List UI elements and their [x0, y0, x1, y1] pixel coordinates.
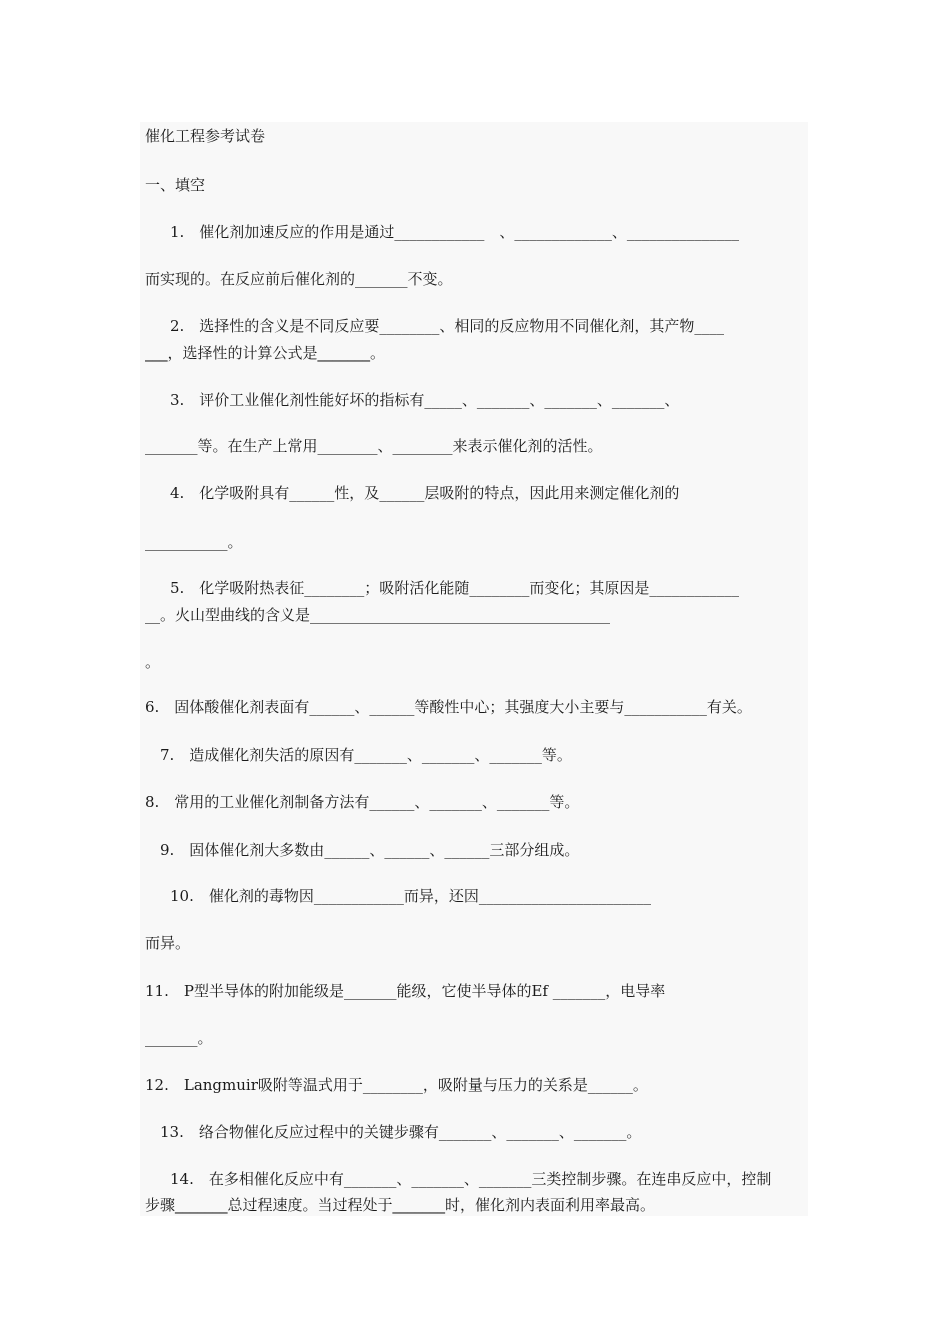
page-title: 催化工程参考试卷: [145, 127, 266, 145]
question-10-line-1: 10. 催化剂的毒物因____________而异，还因_______________________: [170, 887, 652, 905]
question-1-line-1: 1. 催化剂加速反应的作用是通过____________ 、_____________、_______________: [170, 223, 740, 241]
question-1-line-2: 而实现的。在反应前后催化剂的_______不变。: [145, 270, 453, 288]
question-13: 13. 络合物催化反应过程中的关键步骤有_______、_______、_______。: [160, 1123, 642, 1141]
question-2-line-1: 2. 选择性的含义是不同反应要________、相同的反应物用不同催化剂，其产物____: [170, 317, 725, 335]
question-2-line-2: ___，选择性的计算公式是_______。: [145, 344, 386, 362]
question-11-line-2: _______。: [145, 1029, 213, 1047]
question-5-line-2: __。火山型曲线的含义是________________________________________: [145, 606, 611, 624]
question-12: 12. Langmuir吸附等温式用于________，吸附量与压力的关系是______。: [145, 1076, 648, 1094]
question-4-line-1: 4. 化学吸附具有______性，及______层吸附的特点，因此用来测定催化剂的: [170, 484, 680, 502]
question-9: 9. 固体催化剂大多数由______、______、______三部分组成。: [160, 841, 580, 859]
question-6: 6. 固体酸催化剂表面有______、______等酸性中心；其强度大小主要与___________有关。: [145, 698, 752, 716]
question-5-line-3: 。: [145, 653, 161, 671]
question-14-line-2: 步骤_______总过程速度。当过程处于_______时，催化剂内表面利用率最高。: [145, 1196, 656, 1214]
question-10-line-2: 而异。: [145, 934, 191, 952]
section-heading: 一、填空: [145, 176, 206, 194]
question-3-line-1: 3. 评价工业催化剂性能好坏的指标有_____、_______、_______、_______、: [170, 391, 680, 409]
question-4-line-2: ___________。: [145, 533, 243, 551]
question-7: 7. 造成催化剂失活的原因有_______、_______、_______等。: [160, 746, 572, 764]
question-11-line-1: 11. P型半导体的附加能级是_______能级，它使半导体的Ef _______，电导率: [145, 982, 666, 1000]
question-14-line-1: 14. 在多相催化反应中有_______、_______、_______三类控制步骤。在连串反应中，控制: [170, 1170, 772, 1188]
question-8: 8. 常用的工业催化剂制备方法有______、_______、_______等。: [145, 793, 580, 811]
question-3-line-2: _______等。在生产上常用________、________来表示催化剂的活性。: [145, 437, 603, 455]
question-5-line-1: 5. 化学吸附热表征________；吸附活化能随________而变化；其原因是____________: [170, 579, 740, 597]
